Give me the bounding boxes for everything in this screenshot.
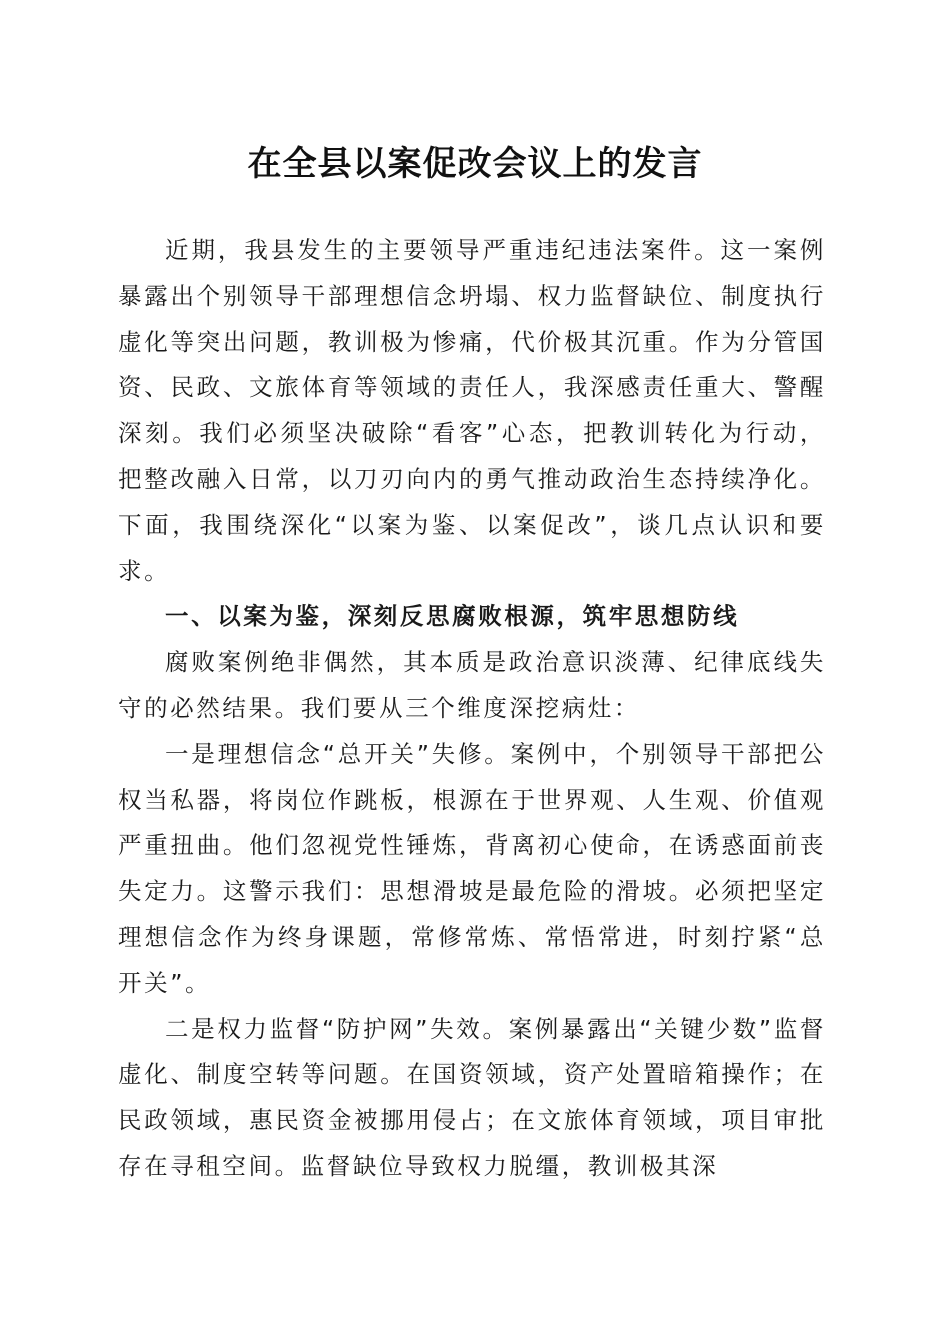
document-body <box>118 228 826 1190</box>
point-2-lead: 二是权力监督“防护网”失效。 <box>165 1014 509 1043</box>
point-1-paragraph <box>118 732 826 1007</box>
point-1-text: 案例中，个别领导干部把公权当私器，将岗位作跳板，根源在于世界观、人生观、价值观严重扭曲。他们忽视党性锤炼，背离初心使命，在诱惑面前丧失定力。这警示我们：思想滑坡是最危险的滑坡。必须把坚定理想信念作为终身课题，常修常炼、常悟常进，时刻拧紧“总开关”。 <box>118 739 826 997</box>
section-heading-1: 一、以案为鉴，深刻反思腐败根源，筑牢思想防线 <box>165 602 740 631</box>
point-1-lead: 一是理想信念“总开关”失修。 <box>165 739 511 768</box>
intro-paragraph: 近期，我县发生的主要领导严重违纪违法案件。这一案例暴露出个别领导干部理想信念坍塌、权力监督缺位、制度执行虚化等突出问题，教训极为惨痛，代价极其沉重。作为分管国资、民政、文旅体育等领域的责任人，我深感责任重大、警醒深刻。我们必须坚决破除“看客”心态，把教训转化为行动，把整改融入日常，以刀刃向内的勇气推动政治生态持续净化。下面，我围绕深化“以案为鉴、以案促改”，谈几点认识和要求。 <box>118 236 826 585</box>
document-title: 在全县以案促改会议上的发言 <box>247 144 703 184</box>
point-2-text: 案例暴露出“关键少数”监督虚化、制度空转等问题。在国资领域，资产处置暗箱操作；在民政领域，惠民资金被挪用侵占；在文旅体育领域，项目审批存在寻租空间。监督缺位导致权力脱缰，教训极其深 <box>118 1014 826 1180</box>
point-2-paragraph <box>118 1007 826 1190</box>
section-1-paragraph: 腐败案例绝非偶然，其本质是政治意识淡薄、纪律底线失守的必然结果。我们要从三个维度深挖病灶： <box>118 648 826 722</box>
